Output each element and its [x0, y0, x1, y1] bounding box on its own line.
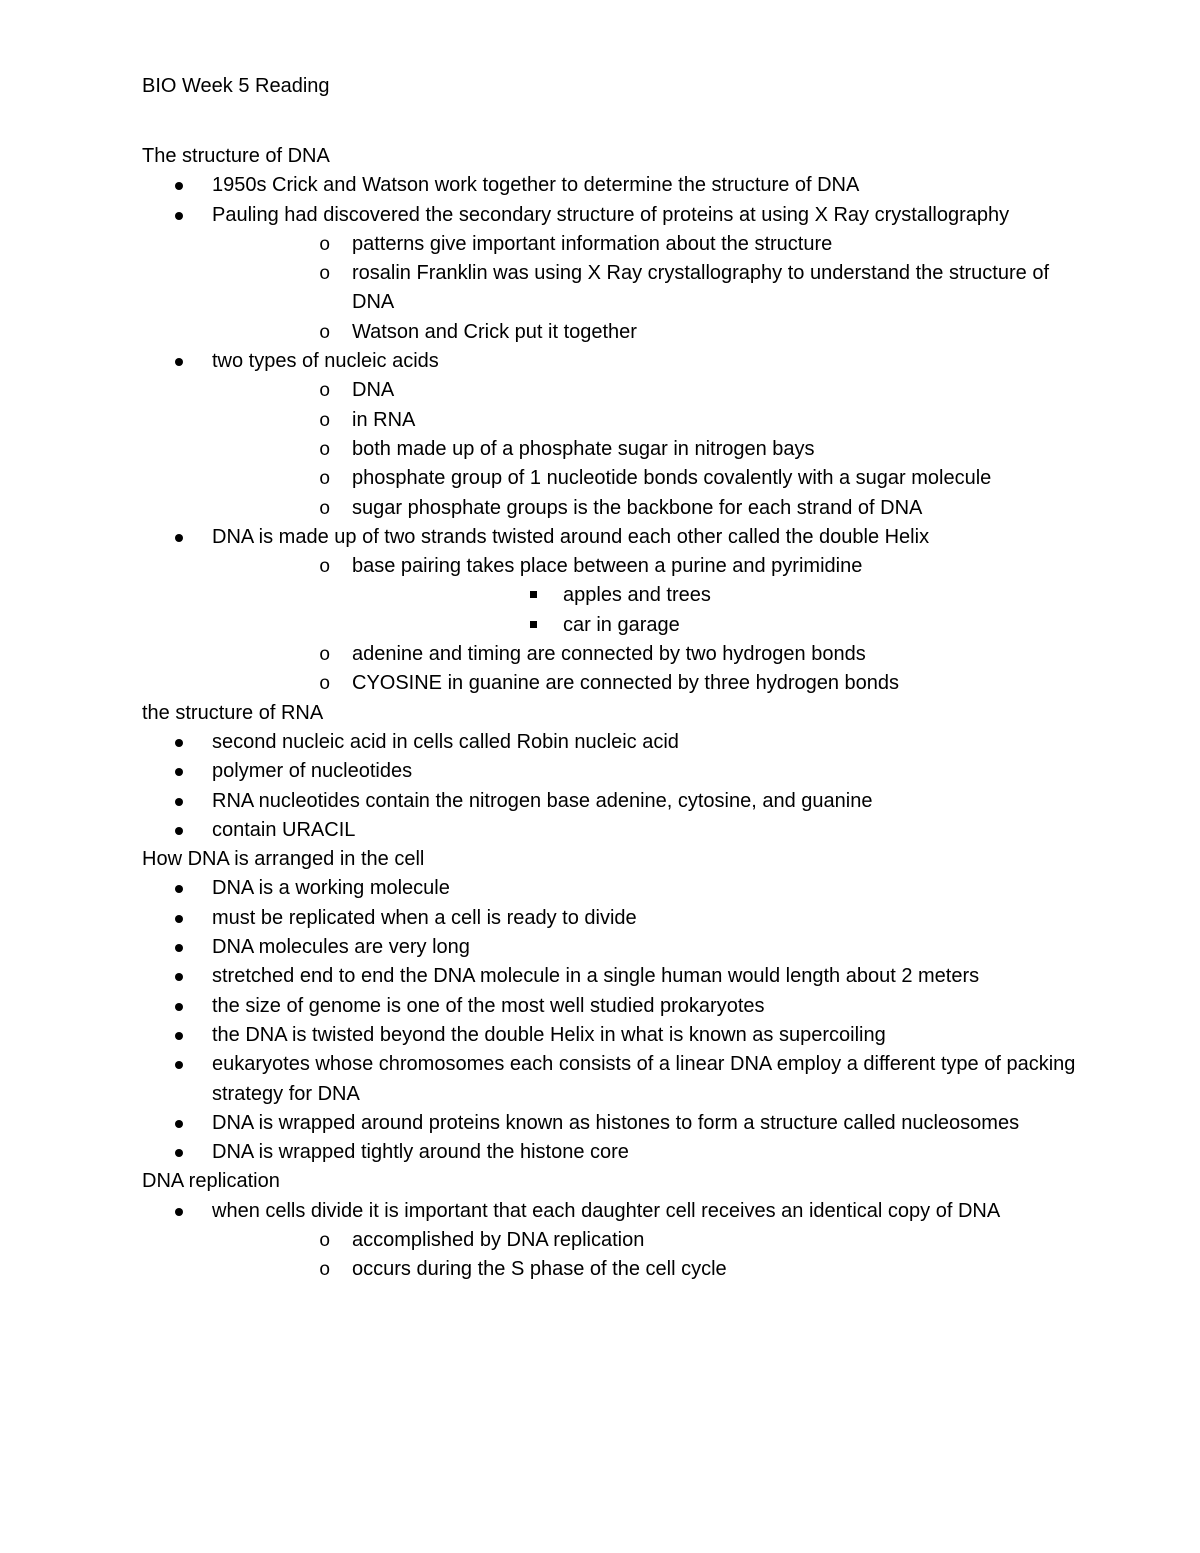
- list-item: [142, 1197, 1080, 1285]
- sub-sub-list-item: car in garage: [352, 611, 1080, 640]
- bullet-list: [142, 728, 1080, 845]
- document-title: BIO Week 5 Reading: [142, 75, 330, 97]
- section-heading: The structure of DNA: [142, 145, 330, 167]
- bullet-list: [142, 171, 1080, 698]
- list-item: contain URACIL: [142, 816, 1080, 845]
- list-item: DNA is wrapped tightly around the histone core: [142, 1138, 1080, 1167]
- list-item-text: DNA is made up of two strands twisted around each other called the double Helix: [212, 525, 930, 548]
- section-dna-structure: [142, 142, 1080, 699]
- section-rna-structure: [142, 699, 1080, 845]
- sub-list: [212, 1226, 1080, 1285]
- sub-list-item: o adenine and timing are connected by two hydrogen bonds: [212, 640, 1080, 669]
- list-item: [142, 523, 1080, 699]
- bullet-list: [142, 1197, 1080, 1285]
- sub-list-item: o phosphate group of 1 nucleotide bonds covalently with a sugar molecule: [212, 464, 1080, 493]
- sub-list-item: o rosalin Franklin was using X Ray crystallography to understand the structure of DNA: [212, 259, 1080, 318]
- list-item-text: two types of nucleic acids: [212, 350, 439, 373]
- list-item: stretched end to end the DNA molecule in a single human would length about 2 meters: [142, 962, 1080, 991]
- sub-list-item: o patterns give important information about the structure: [212, 230, 1080, 259]
- sub-list-item: o both made up of a phosphate sugar in nitrogen bays: [212, 435, 1080, 464]
- sub-list-item: o DNA: [212, 376, 1080, 405]
- list-item: RNA nucleotides contain the nitrogen base adenine, cytosine, and guanine: [142, 787, 1080, 816]
- section-heading: the structure of RNA: [142, 701, 324, 724]
- list-item-text: when cells divide it is important that each daughter cell receives an identical copy of DNA: [212, 1199, 1001, 1222]
- list-item: eukaryotes whose chromosomes each consists of a linear DNA employ a different type of packing strategy for DNA: [142, 1050, 1080, 1109]
- sub-list-item: o Watson and Crick put it together: [212, 318, 1080, 347]
- sub-list: [212, 376, 1080, 522]
- list-item: [142, 347, 1080, 523]
- sub-list: [212, 552, 1080, 698]
- list-item: [142, 201, 1080, 347]
- sub-list-item: [212, 552, 1080, 640]
- bullet-list: [142, 874, 1080, 1167]
- section-dna-replication: [142, 1167, 1080, 1284]
- sub-list: [212, 230, 1080, 347]
- sub-list-item: o CYOSINE in guanine are connected by three hydrogen bonds: [212, 669, 1080, 698]
- sub-list-item-text: base pairing takes place between a purine and pyrimidine: [352, 555, 863, 578]
- list-item-text: Pauling had discovered the secondary structure of proteins at using X Ray crystallography: [212, 203, 1010, 226]
- section-heading: DNA replication: [142, 1170, 280, 1193]
- list-item: 1950s Crick and Watson work together to determine the structure of DNA: [142, 171, 1080, 200]
- sub-list-item: o occurs during the S phase of the cell cycle: [212, 1255, 1080, 1284]
- sub-list-item: o in RNA: [212, 406, 1080, 435]
- sub-sub-list: [352, 581, 1080, 640]
- section-heading: How DNA is arranged in the cell: [142, 848, 425, 871]
- section-dna-arrangement: [142, 845, 1080, 1167]
- list-item: DNA molecules are very long: [142, 933, 1080, 962]
- list-item: DNA is a working molecule: [142, 874, 1080, 903]
- list-item: second nucleic acid in cells called Robin nucleic acid: [142, 728, 1080, 757]
- sub-sub-list-item: apples and trees: [352, 581, 1080, 610]
- list-item: DNA is wrapped around proteins known as histones to form a structure called nucleosomes: [142, 1109, 1080, 1138]
- list-item: the DNA is twisted beyond the double Helix in what is known as supercoiling: [142, 1021, 1080, 1050]
- sub-list-item: o accomplished by DNA replication: [212, 1226, 1080, 1255]
- list-item: must be replicated when a cell is ready to divide: [142, 904, 1080, 933]
- sub-list-item: o sugar phosphate groups is the backbone for each strand of DNA: [212, 494, 1080, 523]
- list-item: the size of genome is one of the most well studied prokaryotes: [142, 992, 1080, 1021]
- list-item: polymer of nucleotides: [142, 757, 1080, 786]
